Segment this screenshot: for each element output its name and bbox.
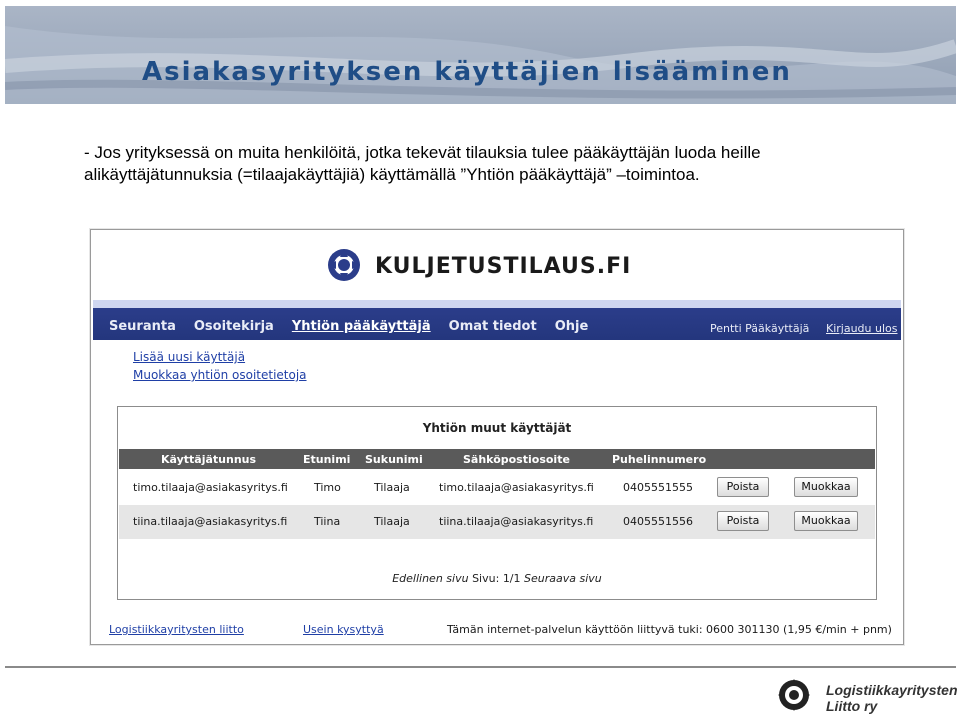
table-row — [119, 471, 875, 505]
app-screenshot — [90, 229, 904, 645]
col-header-phone: Puhelinnumero — [612, 453, 707, 466]
cell-email: timo.tilaaja@asiakasyritys.fi — [439, 481, 594, 494]
page-number: 1/1 — [502, 572, 521, 585]
nav-item-ohje[interactable]: Ohje — [554, 319, 589, 334]
prev-page-link[interactable]: Edellinen sivu — [392, 572, 469, 585]
cell-lastname: Tilaaja — [374, 515, 410, 528]
cell-phone: 0405551555 — [623, 481, 693, 494]
bottom-divider — [5, 666, 956, 668]
nav-item-osoitekirja[interactable]: Osoitekirja — [193, 319, 274, 334]
delete-button[interactable]: Poista — [717, 477, 769, 497]
cell-phone: 0405551556 — [623, 515, 693, 528]
nav-item-omat-tiedot[interactable]: Omat tiedot — [448, 319, 537, 334]
nav-item-seuranta[interactable]: Seuranta — [109, 319, 176, 334]
panel-title: Yhtiön muut käyttäjät — [422, 421, 572, 435]
org-name-line2: Liitto ry — [826, 698, 878, 714]
col-header-username: Käyttäjätunnus — [161, 453, 257, 466]
next-page-link[interactable]: Seuraava sivu — [524, 572, 602, 585]
brand-name: KULJETUSTILAUS.FI — [375, 254, 632, 279]
org-name-line1: Logistiikkayritysten — [826, 682, 958, 698]
cell-firstname: Timo — [314, 481, 341, 494]
cell-lastname: Tilaaja — [374, 481, 410, 494]
footer-link-faq[interactable]: Usein kysyttyä — [303, 623, 384, 636]
footer-link-liitto[interactable]: Logistiikkayritysten liitto — [109, 623, 244, 636]
users-panel — [117, 406, 877, 600]
col-header-firstname: Etunimi — [303, 453, 351, 466]
org-name — [826, 682, 958, 714]
nav-item-yhtion-paakayttaja[interactable]: Yhtiön pääkäyttäjä — [291, 319, 431, 334]
cell-username: timo.tilaaja@asiakasyritys.fi — [133, 481, 288, 494]
support-info: Tämän internet-palvelun käyttöön liittyvä tuki: 0600 301130 (1,95 €/min + pnm) — [447, 623, 892, 636]
slide-header-band — [5, 6, 956, 104]
add-user-link[interactable]: Lisää uusi käyttäjä — [133, 350, 246, 364]
main-nav — [93, 300, 901, 340]
slide-title: Asiakasyrityksen käyttäjien lisääminen — [142, 57, 792, 87]
cell-firstname: Tiina — [314, 515, 341, 528]
logout-link[interactable]: Kirjaudu ulos — [826, 322, 898, 335]
logistiikkayritysten-liitto-logo-icon — [776, 678, 812, 712]
table-header — [119, 449, 875, 469]
logged-in-user: Pentti Pääkäyttäjä — [710, 322, 810, 335]
slide-body-text: - Jos yrityksessä on muita henkilöitä, jotka tekevät tilauksia tulee pääkäyttäjän luoda heille alikäyttäjätunnuksia (=tilaajakäyttäjiä) käyttämällä ”Yhtiön pääkäyttäjä” –toimintoa. — [84, 143, 761, 184]
delete-button[interactable]: Poista — [717, 511, 769, 531]
app-footer — [91, 614, 903, 644]
edit-company-address-link[interactable]: Muokkaa yhtiön osoitetietoja — [133, 368, 307, 382]
col-header-lastname: Sukunimi — [365, 453, 423, 466]
col-header-email: Sähköpostiosoite — [463, 453, 570, 466]
header-swoosh-graphic — [5, 6, 956, 104]
page-label: Sivu: — [472, 572, 500, 585]
cell-email: tiina.tilaaja@asiakasyritys.fi — [439, 515, 594, 528]
cell-username: tiina.tilaaja@asiakasyritys.fi — [133, 515, 288, 528]
edit-button[interactable]: Muokkaa — [794, 511, 858, 531]
action-links — [133, 348, 307, 384]
pagination — [118, 572, 876, 585]
edit-button[interactable]: Muokkaa — [794, 477, 858, 497]
table-row — [119, 505, 875, 539]
kuljetustilaus-logo-icon — [327, 248, 361, 282]
